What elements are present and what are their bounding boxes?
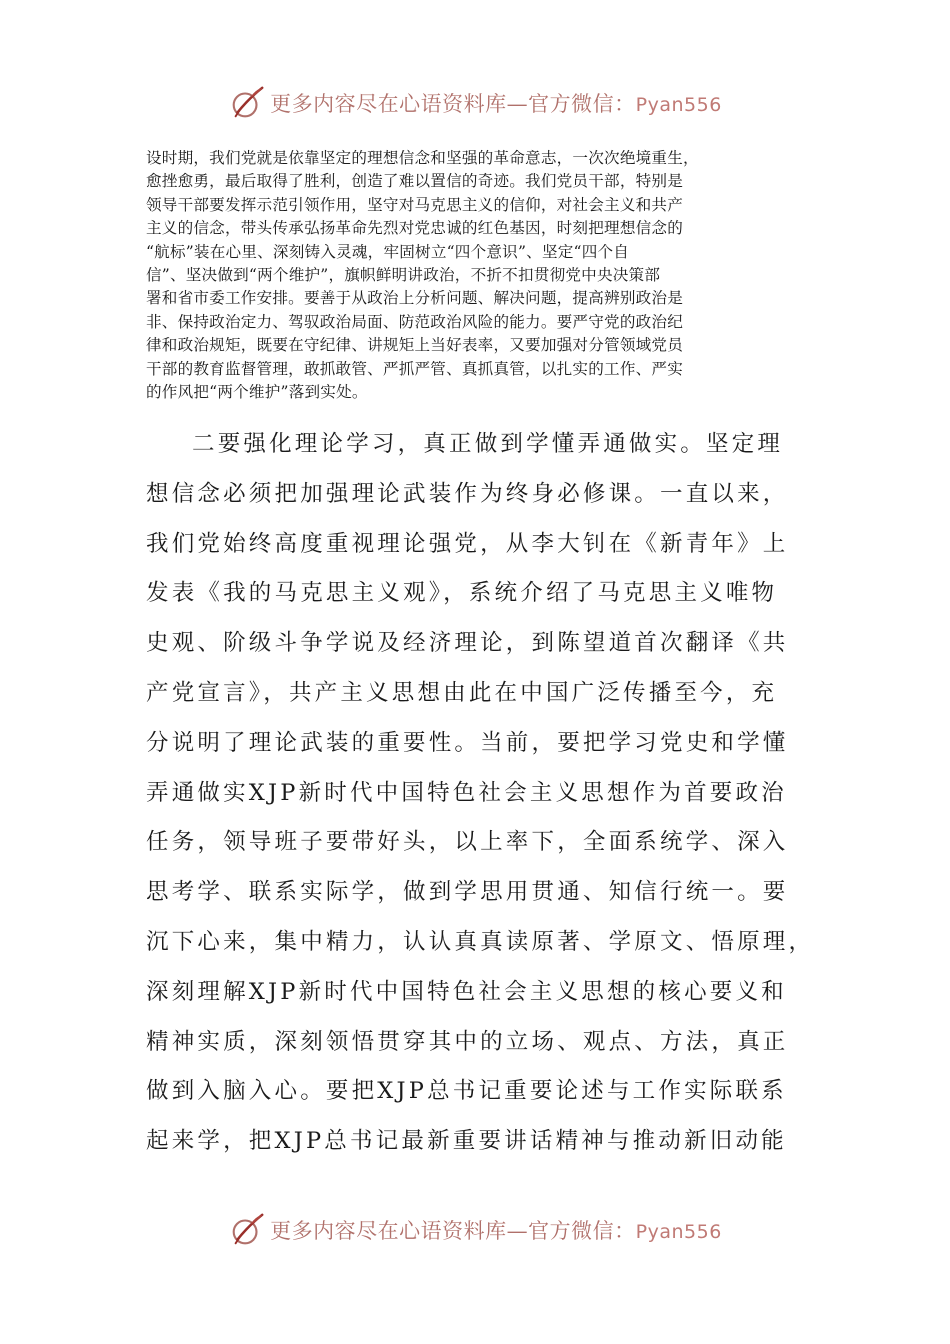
- text-line: 做到入脑入心。要把XJP总书记重要论述与工作实际联系: [146, 1078, 787, 1105]
- text-line: 发表《我的马克思主义观》，系统介绍了马克思主义唯物: [146, 580, 778, 607]
- text-line: 起来学，把XJP总书记最新重要讲话精神与推动新旧动能: [146, 1128, 787, 1155]
- text-line: 署和省市委工作安排。要善于从政治上分析问题、解决问题，提高辨别政治是: [146, 289, 683, 308]
- text-line: 产党宣言》，共产主义思想由此在中国广泛传播至今，充: [146, 679, 778, 706]
- footer-banner: [0, 1207, 950, 1253]
- text-line: 信”、坚决做到“两个维护”，旗帜鲜明讲政治，不折不扣贯彻党中央决策部: [146, 265, 661, 284]
- text-line: 我们党始终高度重视理论强党，从李大钊在《新青年》上: [146, 530, 789, 557]
- banner-official-label: 官方微信：: [528, 1219, 636, 1243]
- text-line: 想信念必须把加强理论武装作为终身必修课。一直以来，: [146, 480, 789, 507]
- text-line: 精神实质，深刻领悟贯穿其中的立场、观点、方法，真正: [146, 1028, 789, 1055]
- text-line: 的作风把“两个维护”落到实处。: [146, 382, 368, 401]
- paragraph-large: [146, 420, 815, 1167]
- text-line: 分说明了理论武装的重要性。当前，要把学习党史和学懂: [146, 729, 789, 756]
- banner-separator: —: [506, 1219, 529, 1243]
- text-line: 干部的教育监督管理，敢抓敢管、严抓严管、真抓真管，以扎实的工作、严实: [146, 359, 683, 378]
- text-line: 深刻理解XJP新时代中国特色社会主义思想的核心要义和: [146, 978, 787, 1005]
- header-banner: [0, 80, 950, 126]
- banner-text: [270, 88, 722, 118]
- text-line: 主义的信念，带头传承弘扬革命先烈对党忠诚的红色基因，时刻把理想信念的: [146, 219, 683, 238]
- banner-wechat-handle: Pyan556: [635, 1221, 722, 1243]
- banner-wechat-handle: Pyan556: [635, 94, 722, 116]
- text-line: 律和政治规矩，既要在守纪律、讲规矩上当好表率，又要加强对分管领域党员: [146, 336, 683, 355]
- quill-logo-icon: [228, 84, 266, 122]
- quill-logo-icon: [228, 1211, 266, 1249]
- banner-text: [270, 1215, 722, 1245]
- text-line: 非、保持政治定力、驾驭政治局面、防范政治风险的能力。要严守党的政治纪: [146, 312, 683, 331]
- text-line: 二要强化理论学习，真正做到学懂弄通做实。坚定理: [192, 431, 784, 457]
- text-line: 史观、阶级斗争学说及经济理论，到陈望道首次翻译《共: [146, 630, 789, 657]
- text-line: 思考学、联系实际学，做到学思用贯通、知信行统一。要: [146, 879, 789, 906]
- text-line: 愈挫愈勇，最后取得了胜利，创造了难以置信的奇迹。我们党员干部，特别是: [146, 172, 683, 191]
- text-line: 任务，领导班子要带好头，以上率下，全面系统学、深入: [146, 829, 789, 856]
- text-line: 弄通做实XJP新时代中国特色社会主义思想作为首要政治: [146, 779, 787, 806]
- banner-site-name: 更多内容尽在心语资料库: [270, 92, 507, 116]
- banner-site-name: 更多内容尽在心语资料库: [270, 1219, 507, 1243]
- text-line: 设时期，我们党就是依靠坚定的理想信念和坚强的革命意志，一次次绝境重生，: [146, 149, 699, 167]
- banner-official-label: 官方微信：: [528, 92, 636, 116]
- text-line: 领导干部要发挥示范引领作用，坚守对马克思主义的信仰，对社会主义和共产: [146, 195, 683, 214]
- text-line: “航标”装在心里、深刻铸入灵魂，牢固树立“四个意识”、坚定“四个自: [146, 242, 630, 261]
- paragraph-small: [146, 147, 808, 404]
- text-line: 沉下心来，集中精力，认认真真读原著、学原文、悟原理，: [146, 928, 815, 955]
- banner-separator: —: [506, 92, 529, 116]
